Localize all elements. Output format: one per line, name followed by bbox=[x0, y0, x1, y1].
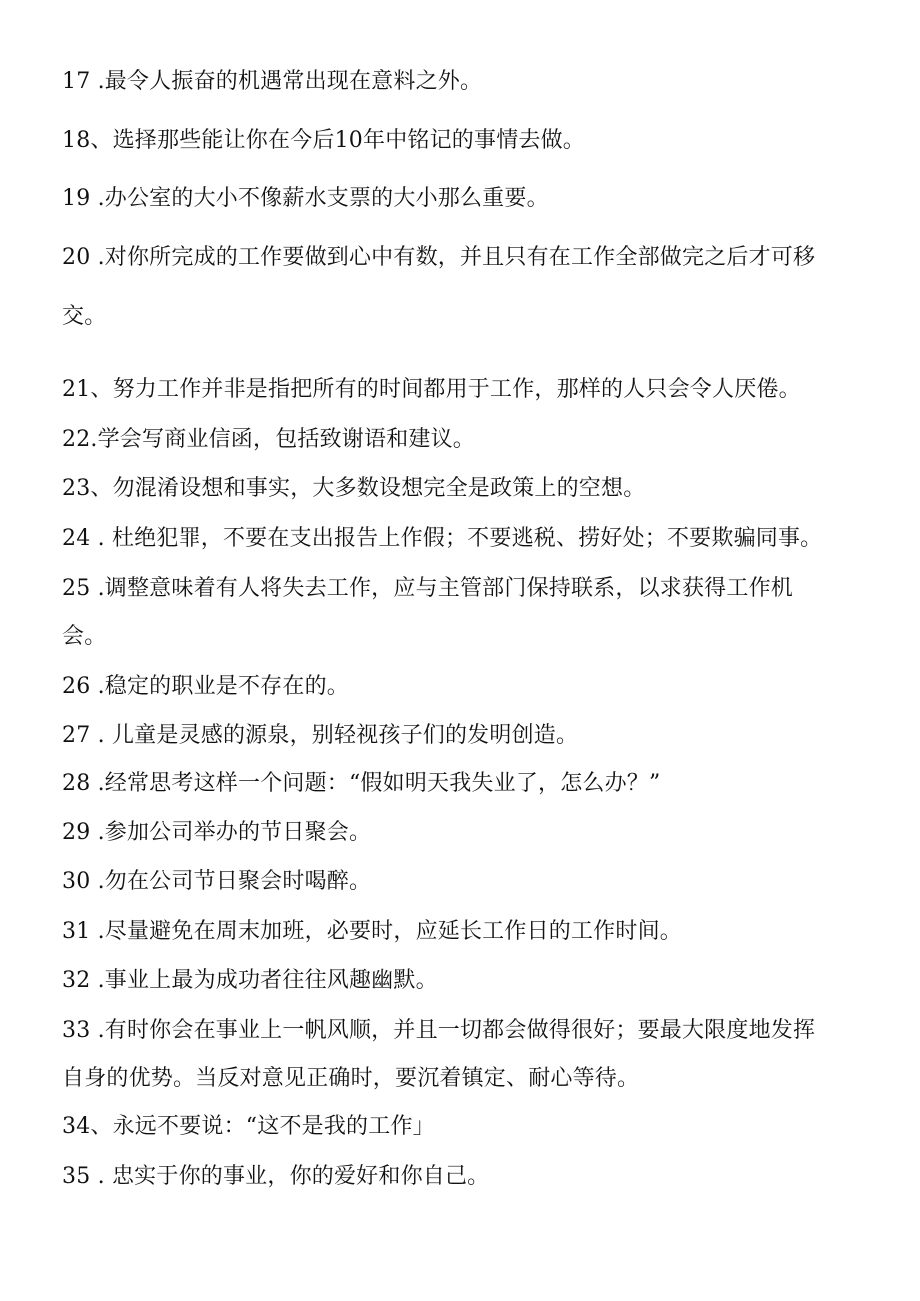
item-31: 31 .尽量避免在周末加班，必要时，应延长工作日的工作时间。 bbox=[62, 919, 682, 944]
item-20-continued: 交。 bbox=[62, 304, 107, 329]
item-33-continued: 自身的优势。当反对意见正确时，要沉着镇定、耐心等待。 bbox=[62, 1066, 640, 1091]
item-21: 21、努力工作并非是指把所有的时间都用于工作，那样的人只会令人厌倦。 bbox=[62, 377, 801, 402]
item-27: 27 . 儿童是灵感的源泉，别轻视孩子们的发明创造。 bbox=[62, 723, 579, 748]
item-33: 33 .有时你会在事业上一帆风顺，并且一切都会做得很好；要最大限度地发挥 bbox=[62, 1018, 816, 1043]
item-28: 28 .经常思考这样一个问题：“假如明天我失业了，怎么办？” bbox=[62, 771, 661, 796]
item-29: 29 .参加公司举办的节日聚会。 bbox=[62, 820, 372, 845]
item-34: 34、永远不要说：“这不是我的工作」 bbox=[62, 1114, 435, 1139]
item-22: 22.学会写商业信函，包括致谢语和建议。 bbox=[62, 427, 475, 452]
item-19: 19 .办公室的大小不像薪水支票的大小那么重要。 bbox=[62, 186, 549, 211]
item-23: 23、勿混淆设想和事实，大多数设想完全是政策上的空想。 bbox=[62, 476, 646, 501]
item-24: 24 . 杜绝犯罪，不要在支出报告上作假；不要逃税、捞好处；不要欺骗同事。 bbox=[62, 526, 823, 551]
item-20: 20 .对你所完成的工作要做到心中有数，并且只有在工作全部做完之后才可移 bbox=[62, 245, 816, 270]
item-25-continued: 会。 bbox=[62, 624, 107, 649]
item-25: 25 .调整意味着有人将失去工作，应与主管部门保持联系，以求获得工作机 bbox=[62, 576, 793, 601]
item-17: 17 .最令人振奋的机遇常出现在意料之外。 bbox=[62, 69, 483, 94]
item-30: 30 .勿在公司节日聚会时喝醉。 bbox=[62, 869, 372, 894]
item-18: 18、选择那些能让你在今后10年中铭记的事情去做。 bbox=[62, 128, 585, 153]
item-32: 32 .事业上最为成功者往往风趣幽默。 bbox=[62, 968, 438, 993]
item-35: 35 . 忠实于你的事业，你的爱好和你自己。 bbox=[62, 1164, 490, 1189]
item-26: 26 .稳定的职业是不存在的。 bbox=[62, 674, 349, 699]
